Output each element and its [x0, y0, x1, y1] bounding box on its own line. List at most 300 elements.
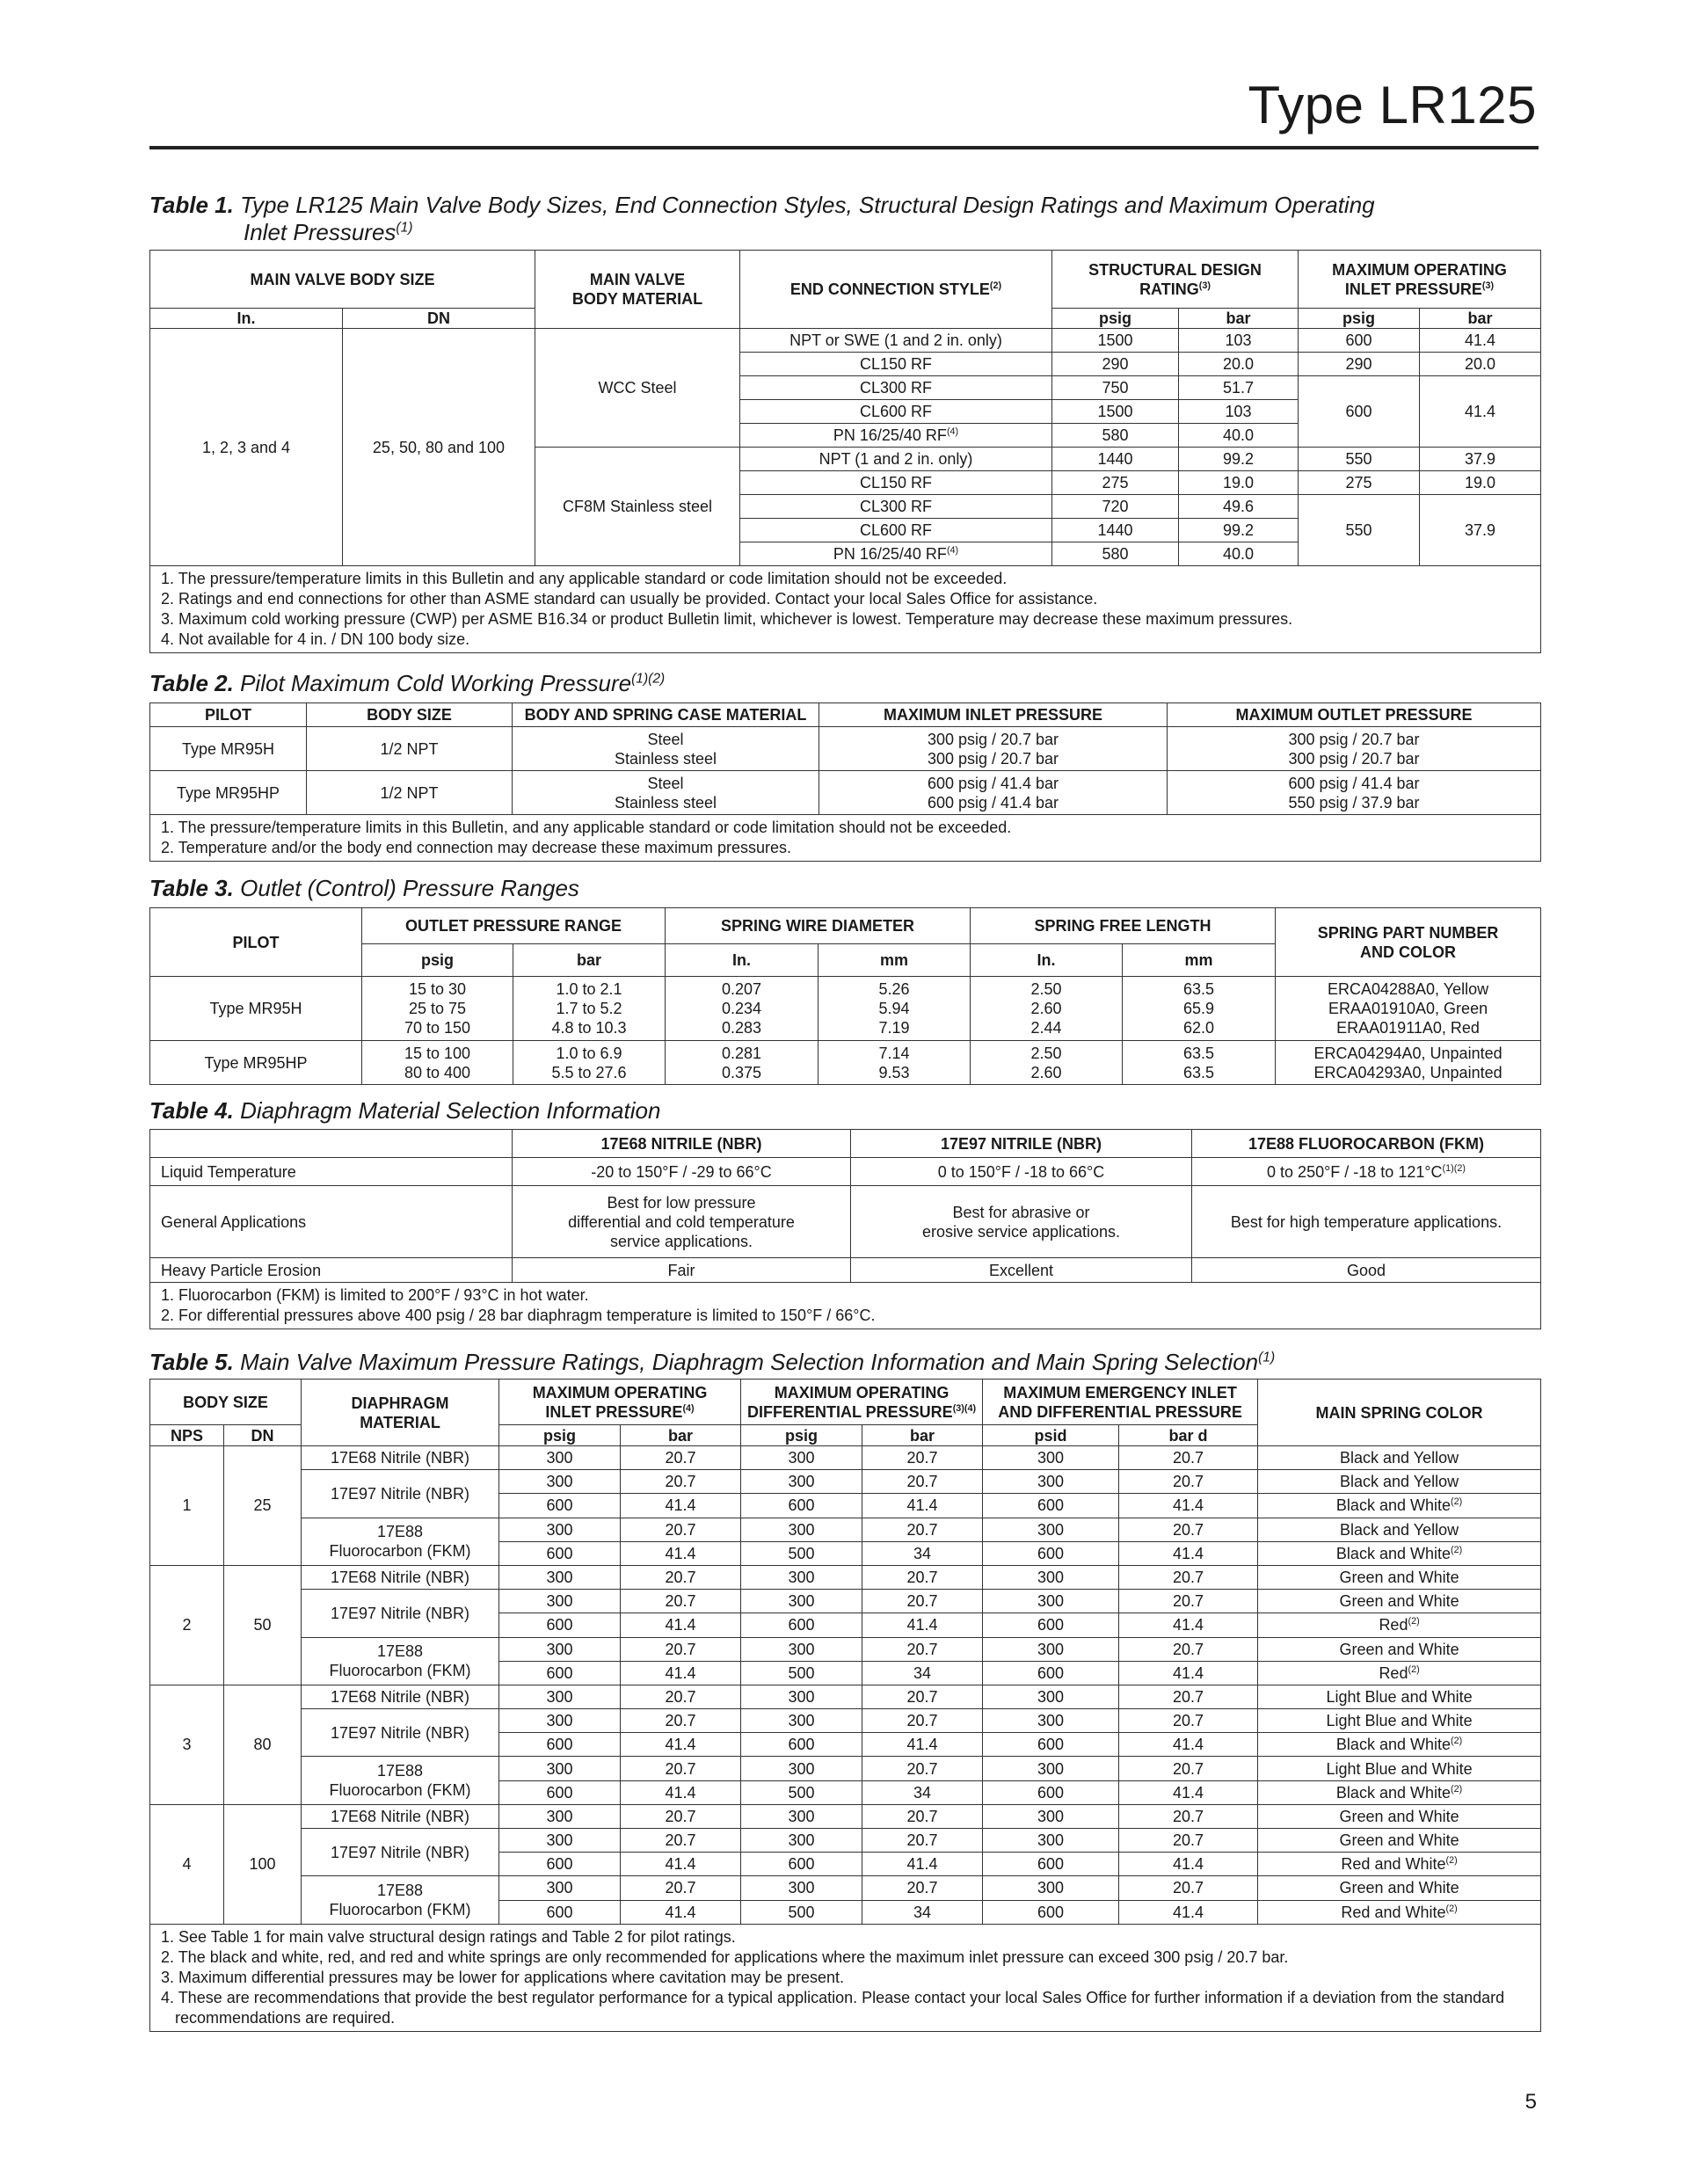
- t5-value: 600: [499, 1780, 621, 1804]
- t3-value: 0.207: [721, 980, 762, 998]
- t1-maxop-bar: 19.0: [1420, 471, 1541, 495]
- t5-value: 41.4: [1119, 1733, 1258, 1757]
- t5-spring-color-sup: (2): [1445, 1903, 1458, 1914]
- t5-value: 20.7: [1119, 1876, 1258, 1900]
- t5-value: 300: [741, 1446, 862, 1470]
- t5-value: 300: [983, 1637, 1119, 1661]
- t1-head-material-l2: BODY MATERIAL: [571, 290, 703, 308]
- t1-psig: 720: [1052, 495, 1179, 519]
- t5-spring-color-text: Black and White: [1335, 1783, 1451, 1802]
- table5-caption: [149, 1349, 1539, 1376]
- t3-head-psig: psig: [362, 944, 513, 977]
- t1-conn-text: CL600 RF: [859, 403, 933, 420]
- t1-head-maxop-bar: bar: [1420, 309, 1541, 329]
- t4-value: [851, 1158, 1192, 1186]
- t5-spring-color-text: Light Blue and White: [1326, 1687, 1473, 1706]
- t5-head-diff-l1: MAXIMUM OPERATING: [774, 1383, 950, 1401]
- t5-value: 300: [983, 1685, 1119, 1708]
- t1-maxop-bar: 41.4: [1420, 329, 1541, 353]
- t5-diaphragm: 17E68 Nitrile (NBR): [302, 1685, 499, 1708]
- t1-conn: [740, 542, 1052, 566]
- t5-head-inlet-sup: (4): [682, 1402, 695, 1414]
- t3-wire-mm: [819, 977, 971, 1041]
- t5-value: 20.7: [1119, 1685, 1258, 1708]
- t5-value: 20.7: [621, 1876, 741, 1900]
- t5-head-diff-sup: (3)(4): [952, 1402, 977, 1414]
- table2-caption: [149, 670, 1539, 697]
- t1-bar: 103: [1179, 400, 1299, 424]
- t5-diaphragm: 17E97 Nitrile (NBR): [302, 1829, 499, 1876]
- t2-inlet-line: 600 psig / 41.4 bar: [927, 793, 1059, 812]
- t1-head-structural-l1: STRUCTURAL DESIGN: [1088, 260, 1262, 279]
- t5-head-inlet: [499, 1380, 741, 1425]
- t5-value: 41.4: [1119, 1780, 1258, 1804]
- t5-dn: 80: [224, 1685, 302, 1804]
- t4-value-line: erosive service applications.: [921, 1222, 1121, 1241]
- t5-value: 300: [983, 1709, 1119, 1733]
- t2-inlet: [819, 727, 1168, 771]
- t5-spring-color: [1258, 1613, 1541, 1637]
- table5: [149, 1379, 1541, 2032]
- table4-caption: [149, 1097, 1539, 1125]
- t5-spring-color-sup: (2): [1408, 1663, 1420, 1675]
- t3-head-len-mm: mm: [1123, 944, 1276, 977]
- t5-value: 20.7: [621, 1637, 741, 1661]
- t4-value-line: Good: [1346, 1261, 1386, 1279]
- t1-conn: [740, 448, 1052, 471]
- t4-notes: [150, 1283, 1541, 1329]
- t5-diaphragm-line: Fluorocarbon (FKM): [329, 1781, 471, 1800]
- t5-dn: 50: [224, 1565, 302, 1685]
- t2-inlet-line: 600 psig / 41.4 bar: [927, 774, 1059, 792]
- t5-head-diff-bar: bar: [862, 1425, 983, 1446]
- t5-value: 20.7: [862, 1876, 983, 1900]
- page-number: 5: [1524, 2090, 1537, 2114]
- t2-inlet: [819, 771, 1168, 815]
- t5-spring-color-text: Light Blue and White: [1326, 1712, 1473, 1730]
- t5-spring-color-sup: (2): [1445, 1855, 1458, 1867]
- t5-spring-color-text: Black and White: [1335, 1544, 1451, 1562]
- t4-value-line: Excellent: [988, 1261, 1054, 1279]
- t3-value: 0.281: [721, 1044, 762, 1062]
- t3-head-bar: bar: [513, 944, 666, 977]
- t5-value: 20.7: [1119, 1590, 1258, 1613]
- t3-psig: [362, 977, 513, 1041]
- t5-value: 41.4: [621, 1780, 741, 1804]
- t5-value: 20.7: [621, 1757, 741, 1780]
- t4-row-label: Liquid Temperature: [150, 1158, 513, 1186]
- t5-value: 34: [862, 1900, 983, 1924]
- t5-spring-color-text: Red and White: [1341, 1855, 1446, 1874]
- t1-maxop-psig: 600: [1299, 329, 1420, 353]
- t5-value: 41.4: [621, 1733, 741, 1757]
- t4-value: [851, 1186, 1192, 1258]
- t5-value: 300: [499, 1829, 621, 1853]
- t3-value: ERCA04293A0, Unpainted: [1313, 1063, 1502, 1081]
- t3-value: 70 to 150: [404, 1019, 471, 1037]
- t4-row-label: General Applications: [150, 1186, 513, 1258]
- table4-title: Diaphragm Material Selection Information: [240, 1097, 661, 1124]
- t3-value: 2.50: [1030, 1044, 1062, 1062]
- t1-conn: [740, 376, 1052, 400]
- t3-bar: [513, 977, 666, 1041]
- t3-value: 1.0 to 2.1: [556, 980, 622, 998]
- t5-dn: 25: [224, 1446, 302, 1566]
- t5-note: 1. See Table 1 for main valve structural design ratings and Table 2 for pilot ratings.: [161, 1927, 736, 1946]
- t5-value: 41.4: [862, 1494, 983, 1518]
- t5-value: 300: [983, 1518, 1119, 1541]
- t5-head-spring: MAIN SPRING COLOR: [1258, 1380, 1541, 1446]
- t3-value: 2.60: [1030, 1063, 1062, 1081]
- t5-spring-color: [1258, 1780, 1541, 1804]
- t3-value: 7.14: [878, 1044, 910, 1062]
- t5-value: 20.7: [862, 1518, 983, 1541]
- t5-value: 34: [862, 1661, 983, 1685]
- t1-conn-text: CL150 RF: [859, 355, 933, 373]
- t5-head-emerg-psid: psid: [983, 1425, 1119, 1446]
- t2-outlet-line: 600 psig / 41.4 bar: [1288, 774, 1420, 792]
- t5-spring-color: [1258, 1541, 1541, 1565]
- t4-value-line: Best for high temperature applications.: [1230, 1212, 1502, 1231]
- t5-value: 300: [983, 1876, 1119, 1900]
- t1-psig: 1500: [1052, 329, 1179, 353]
- t2-head-inlet: MAXIMUM INLET PRESSURE: [819, 703, 1168, 727]
- t5-value: 600: [983, 1780, 1119, 1804]
- t1-head-end-conn: [740, 251, 1052, 329]
- t5-spring-color: [1258, 1876, 1541, 1900]
- t5-value: 20.7: [1119, 1518, 1258, 1541]
- t5-spring-color-sup: (2): [1450, 1496, 1463, 1508]
- t2-head-pilot: PILOT: [150, 703, 307, 727]
- t3-value: 5.94: [878, 1000, 910, 1017]
- title-rule: [149, 146, 1539, 149]
- t1-material-wcc: WCC Steel: [535, 329, 740, 448]
- t1-conn: [740, 353, 1052, 376]
- t3-head-pilot: PILOT: [150, 908, 362, 977]
- t1-conn-text: CL150 RF: [859, 474, 933, 491]
- t3-value: ERAA01911A0, Red: [1336, 1019, 1480, 1037]
- t5-diaphragm-line: 17E88: [376, 1882, 424, 1900]
- t2-material-line: Stainless steel: [614, 749, 717, 768]
- t4-value-sup: (1)(2): [1442, 1162, 1466, 1174]
- t5-diaphragm-line: Fluorocarbon (FKM): [329, 1662, 471, 1680]
- t5-spring-color-text: Red and White: [1341, 1903, 1446, 1921]
- t5-value: 300: [499, 1565, 621, 1589]
- t5-value: 20.7: [621, 1590, 741, 1613]
- t1-size-in: 1, 2, 3 and 4: [150, 329, 343, 566]
- t3-wire-in: [666, 977, 819, 1041]
- t5-spring-color-text: Red: [1379, 1616, 1408, 1634]
- t5-value: 600: [983, 1494, 1119, 1518]
- t3-wire-in: [666, 1041, 819, 1085]
- t5-spring-color-text: Green and White: [1339, 1592, 1459, 1611]
- t2-inlet-line: 300 psig / 20.7 bar: [927, 730, 1059, 748]
- table2-number: Table 2.: [149, 670, 234, 696]
- table1-title-line1: Type LR125 Main Valve Body Sizes, End Connection Styles, Structural Design Ratings and Maximum Operating: [240, 192, 1375, 218]
- t5-diaphragm: [302, 1757, 499, 1804]
- t5-diaphragm: [302, 1637, 499, 1685]
- t5-value: 300: [741, 1829, 862, 1853]
- t5-value: 20.7: [1119, 1757, 1258, 1780]
- t4-value-line: service applications.: [609, 1232, 753, 1250]
- t5-value: 600: [983, 1900, 1119, 1924]
- t5-value: 20.7: [862, 1709, 983, 1733]
- t5-head-diaphragm-l1: DIAPHRAGM: [351, 1394, 449, 1412]
- t1-head-maxop: [1299, 251, 1541, 309]
- t1-conn-text: CL300 RF: [859, 379, 933, 397]
- t1-maxop-bar: 20.0: [1420, 353, 1541, 376]
- t1-bar: 51.7: [1179, 376, 1299, 400]
- table1-title-line2: Inlet Pressures: [244, 219, 397, 245]
- t5-value: 500: [741, 1541, 862, 1565]
- t5-diaphragm-line: 17E88: [376, 1642, 424, 1661]
- t5-spring-color: [1258, 1637, 1541, 1661]
- t5-value: 600: [499, 1661, 621, 1685]
- t4-head-blank: [150, 1130, 513, 1158]
- t5-value: 300: [499, 1804, 621, 1828]
- t5-head-emergency-l2: AND DIFFERENTIAL PRESSURE: [998, 1402, 1242, 1421]
- t5-value: 600: [499, 1853, 621, 1876]
- table1-title-sup: (1): [396, 220, 413, 236]
- t5-dn: 100: [224, 1804, 302, 1924]
- t1-head-material: [535, 251, 740, 329]
- t5-value: 20.7: [1119, 1637, 1258, 1661]
- t1-conn: [740, 471, 1052, 495]
- t4-value-line: 0 to 250°F / -18 to 121°C: [1267, 1162, 1443, 1181]
- t5-spring-color: [1258, 1709, 1541, 1733]
- t5-notes: [150, 1924, 1541, 2031]
- t1-head-structural-l2: RATING: [1139, 280, 1199, 298]
- t5-diaphragm: 17E68 Nitrile (NBR): [302, 1804, 499, 1828]
- t1-conn-text: PN 16/25/40 RF: [833, 426, 947, 444]
- t5-value: 600: [983, 1733, 1119, 1757]
- t4-value: [1192, 1258, 1541, 1283]
- t5-head-emergency: [983, 1380, 1258, 1425]
- t5-value: 500: [741, 1900, 862, 1924]
- table1: [149, 250, 1541, 653]
- t5-head-inlet-bar: bar: [621, 1425, 741, 1446]
- t5-head-emergency-l1: MAXIMUM EMERGENCY INLET: [1003, 1383, 1237, 1401]
- t3-head-wire-in: In.: [666, 944, 819, 977]
- t5-value: 600: [741, 1613, 862, 1637]
- t5-diaphragm: 17E97 Nitrile (NBR): [302, 1709, 499, 1757]
- t5-value: 300: [983, 1470, 1119, 1494]
- t5-value: 41.4: [1119, 1853, 1258, 1876]
- t3-value: 9.53: [878, 1063, 910, 1081]
- t2-material-line: Stainless steel: [614, 793, 717, 812]
- t5-spring-color: [1258, 1853, 1541, 1876]
- t1-note: 4. Not available for 4 in. / DN 100 body size.: [161, 630, 470, 648]
- table2: [149, 703, 1541, 862]
- t5-value: 300: [741, 1470, 862, 1494]
- table5-title-sup: (1): [1258, 1350, 1276, 1365]
- t5-spring-color-text: Green and White: [1339, 1831, 1459, 1850]
- t3-value: ERCA04294A0, Unpainted: [1313, 1044, 1502, 1062]
- t2-inlet-line: 300 psig / 20.7 bar: [927, 749, 1059, 768]
- t4-value: [513, 1186, 851, 1258]
- t1-conn: [740, 329, 1052, 353]
- t3-value: 15 to 100: [404, 1044, 471, 1062]
- t5-value: 600: [499, 1541, 621, 1565]
- t1-note: 1. The pressure/temperature limits in this Bulletin and any applicable standard or code limitation should not be exceeded.: [161, 570, 1008, 587]
- t4-head-17e68: 17E68 NITRILE (NBR): [513, 1130, 851, 1158]
- t2-outlet: [1168, 727, 1541, 771]
- t5-value: 600: [499, 1733, 621, 1757]
- t4-value: [851, 1258, 1192, 1283]
- t5-value: 300: [499, 1637, 621, 1661]
- t5-nps: 4: [150, 1804, 224, 1924]
- t5-spring-color-text: Green and White: [1339, 1569, 1459, 1587]
- t3-part: [1276, 1041, 1541, 1085]
- t3-value: 5.5 to 27.6: [551, 1063, 627, 1081]
- t5-value: 20.7: [621, 1518, 741, 1541]
- t1-bar: 40.0: [1179, 542, 1299, 566]
- t5-spring-color-sup: (2): [1408, 1616, 1420, 1627]
- t5-value: 600: [741, 1494, 862, 1518]
- t5-head-diff-psig: psig: [741, 1425, 862, 1446]
- t3-value: 63.5: [1183, 980, 1215, 998]
- t1-maxop-bar: 37.9: [1420, 495, 1541, 566]
- t5-note: 3. Maximum differential pressures may be lower for applications where cavitation may be present.: [161, 1968, 845, 1986]
- t5-value: 20.7: [862, 1470, 983, 1494]
- table1-caption: [149, 192, 1539, 246]
- t5-spring-color: [1258, 1446, 1541, 1470]
- t2-head-outlet: MAXIMUM OUTLET PRESSURE: [1168, 703, 1541, 727]
- t5-spring-color: [1258, 1518, 1541, 1541]
- t3-head-length: SPRING FREE LENGTH: [971, 908, 1276, 944]
- t4-head-17e97: 17E97 NITRILE (NBR): [851, 1130, 1192, 1158]
- t3-len-in: [971, 1041, 1123, 1085]
- t1-psig: 750: [1052, 376, 1179, 400]
- t5-value: 20.7: [862, 1637, 983, 1661]
- t5-value: 34: [862, 1541, 983, 1565]
- t5-spring-color: [1258, 1733, 1541, 1757]
- t5-diaphragm: 17E68 Nitrile (NBR): [302, 1565, 499, 1589]
- t5-value: 300: [499, 1709, 621, 1733]
- t1-psig: 290: [1052, 353, 1179, 376]
- table3-number: Table 3.: [149, 875, 234, 901]
- t1-conn-sup: (4): [946, 545, 959, 556]
- t5-spring-color: [1258, 1494, 1541, 1518]
- t5-value: 300: [741, 1709, 862, 1733]
- t1-maxop-psig: 600: [1299, 376, 1420, 448]
- t2-notes: [150, 815, 1541, 862]
- t1-psig: 580: [1052, 424, 1179, 448]
- t5-diaphragm: [302, 1518, 499, 1565]
- t3-value: 5.26: [878, 980, 910, 998]
- t5-value: 300: [983, 1590, 1119, 1613]
- t5-value: 20.7: [621, 1685, 741, 1708]
- t3-value: 25 to 75: [408, 1000, 467, 1017]
- t5-value: 20.7: [621, 1829, 741, 1853]
- t2-material: [513, 727, 819, 771]
- t1-maxop-bar: 41.4: [1420, 376, 1541, 448]
- t3-value: 2.50: [1030, 980, 1062, 998]
- t2-size: 1/2 NPT: [307, 771, 513, 815]
- t5-value: 41.4: [1119, 1613, 1258, 1637]
- t5-value: 41.4: [1119, 1541, 1258, 1565]
- t1-maxop-psig: 275: [1299, 471, 1420, 495]
- t5-value: 300: [741, 1876, 862, 1900]
- t5-value: 600: [499, 1900, 621, 1924]
- table2-title: Pilot Maximum Cold Working Pressure: [240, 670, 632, 696]
- t5-value: 20.7: [621, 1446, 741, 1470]
- t1-bar: 99.2: [1179, 448, 1299, 471]
- t5-value: 300: [499, 1470, 621, 1494]
- t5-value: 41.4: [1119, 1900, 1258, 1924]
- t5-value: 300: [499, 1518, 621, 1541]
- t5-spring-color-text: Green and White: [1339, 1807, 1459, 1825]
- t3-part: [1276, 977, 1541, 1041]
- t5-spring-color-sup: (2): [1450, 1544, 1463, 1555]
- table3: [149, 907, 1541, 1085]
- t5-value: 20.7: [621, 1470, 741, 1494]
- t2-material-line: Steel: [647, 774, 684, 792]
- t1-conn-text: NPT or SWE (1 and 2 in. only): [789, 331, 1002, 349]
- t2-note: 2. Temperature and/or the body end connection may decrease these maximum pressures.: [161, 839, 792, 856]
- t5-value: 300: [741, 1518, 862, 1541]
- t5-value: 20.7: [862, 1757, 983, 1780]
- t5-value: 41.4: [862, 1613, 983, 1637]
- t1-conn-text: CL300 RF: [859, 498, 933, 515]
- t4-value: [513, 1158, 851, 1186]
- t4-note: 2. For differential pressures above 400 psig / 28 bar diaphragm temperature is limited to 150°F / 66°C.: [161, 1307, 876, 1324]
- t1-maxop-psig: 550: [1299, 495, 1420, 566]
- t5-nps: 3: [150, 1685, 224, 1804]
- table5-number: Table 5.: [149, 1349, 234, 1375]
- t3-len-mm: [1123, 1041, 1276, 1085]
- t5-value: 41.4: [621, 1494, 741, 1518]
- t5-value: 300: [741, 1804, 862, 1828]
- table4-number: Table 4.: [149, 1097, 234, 1124]
- t5-spring-color: [1258, 1590, 1541, 1613]
- t5-value: 300: [983, 1446, 1119, 1470]
- t4-value-line: Best for abrasive or: [952, 1203, 1090, 1221]
- t5-value: 500: [741, 1780, 862, 1804]
- t5-spring-color-text: Red: [1379, 1663, 1408, 1682]
- t3-head-part-l2: AND COLOR: [1360, 943, 1457, 961]
- t2-head-material: BODY AND SPRING CASE MATERIAL: [513, 703, 819, 727]
- t3-value: ERAA01910A0, Green: [1328, 1000, 1488, 1017]
- t5-head-diaphragm-l2: MATERIAL: [360, 1413, 440, 1431]
- t5-value: 600: [983, 1613, 1119, 1637]
- t1-material-cf8m: CF8M Stainless steel: [535, 448, 740, 566]
- t1-head-body-size: MAIN VALVE BODY SIZE: [150, 251, 535, 309]
- t1-conn-text: CL600 RF: [859, 521, 933, 539]
- t5-spring-color-text: Green and White: [1339, 1879, 1459, 1897]
- t1-head-maxop-psig: psig: [1299, 309, 1420, 329]
- t5-value: 41.4: [1119, 1661, 1258, 1685]
- t5-spring-color-text: Green and White: [1339, 1640, 1459, 1658]
- t5-value: 41.4: [1119, 1494, 1258, 1518]
- t1-conn: [740, 495, 1052, 519]
- t1-psig: 275: [1052, 471, 1179, 495]
- t4-value: [513, 1258, 851, 1283]
- t1-psig: 1440: [1052, 448, 1179, 471]
- t4-head-17e88: 17E88 FLUOROCARBON (FKM): [1192, 1130, 1541, 1158]
- t3-value: 2.60: [1030, 1000, 1062, 1017]
- t5-value: 300: [741, 1757, 862, 1780]
- t1-notes: [150, 566, 1541, 653]
- t3-head-range: OUTLET PRESSURE RANGE: [362, 908, 666, 944]
- t5-value: 300: [741, 1590, 862, 1613]
- t3-head-part: [1276, 908, 1541, 977]
- t3-head-len-in: In.: [971, 944, 1123, 977]
- t1-conn: [740, 400, 1052, 424]
- t2-size: 1/2 NPT: [307, 727, 513, 771]
- t5-spring-color-text: Black and Yellow: [1340, 1520, 1459, 1539]
- t5-value: 300: [499, 1446, 621, 1470]
